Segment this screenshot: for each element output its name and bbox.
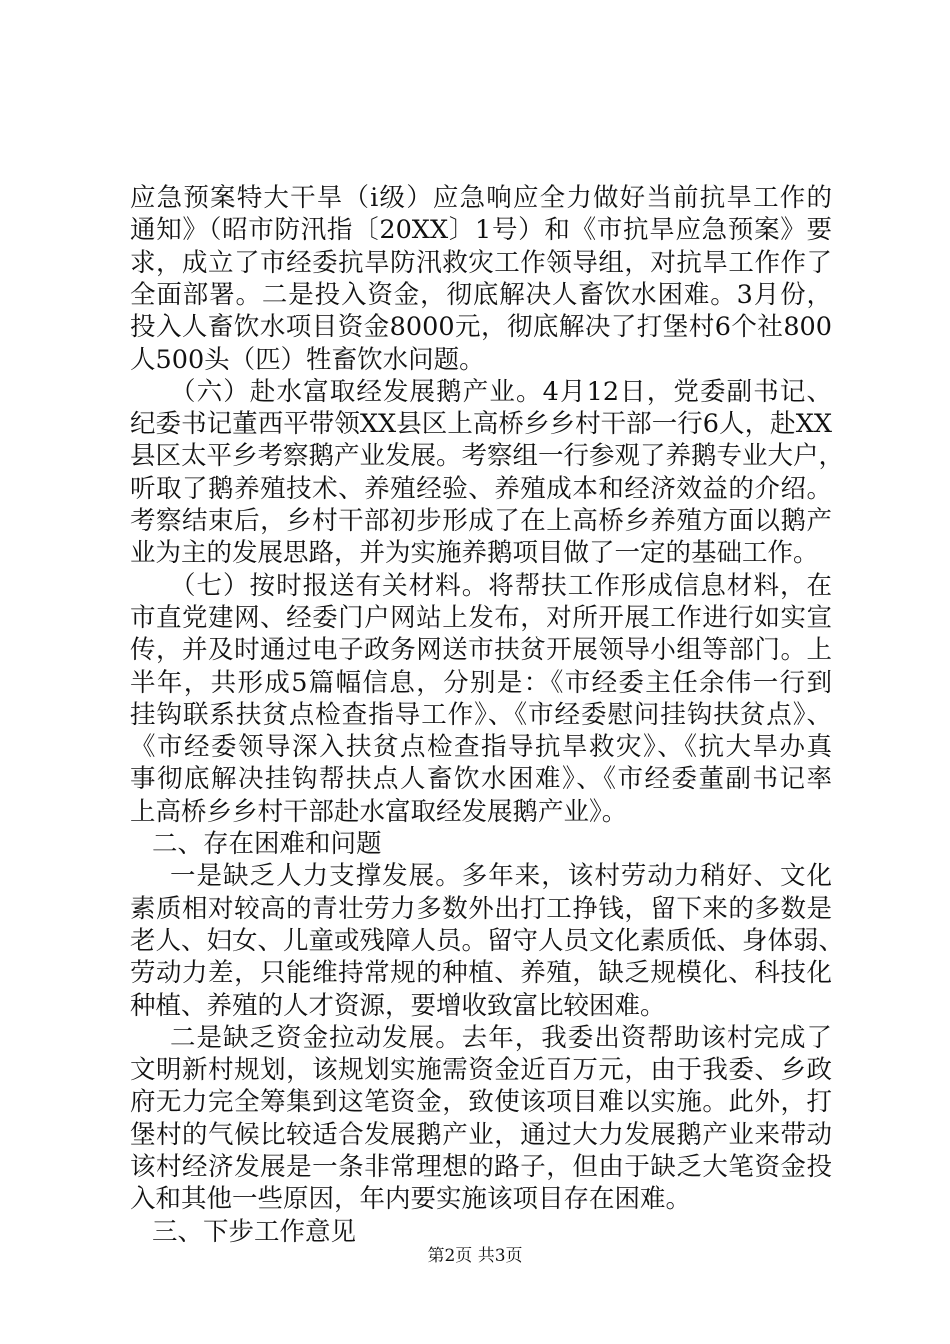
text-line: 文明新村规划，该规划实施需资金近百万元，由于我委、乡政	[130, 1055, 832, 1086]
text-line: 应急预案特大干旱（ⅰ级）应急响应全力做好当前抗旱工作的	[130, 183, 832, 213]
text-line: 挂钩联系扶贫点检查指导工作》、《市经委慰问挂钩扶贫点》、	[130, 699, 832, 730]
text-line: 种植、养殖的人才资源，要增收致富比较困难。	[130, 990, 666, 1021]
text-line: 人500头（匹）牲畜饮水问题。	[130, 344, 485, 375]
text-line: 听取了鹅养殖技术、养殖经验、养殖成本和经济效益的介绍。	[130, 473, 832, 504]
page-footer: 第2页 共3页	[427, 1246, 523, 1266]
text-line: 一是缺乏人力支撑发展。多年来，该村劳动力稍好、文化	[170, 861, 832, 892]
text-line: 半年，共形成5篇幅信息，分别是：《市经委主任余伟一行到	[130, 667, 832, 698]
text-line: （六）赴水富取经发展鹅产业。4月12日，党委副书记、	[170, 376, 832, 407]
text-line: 劳动力差，只能维持常规的种植、养殖，缺乏规模化、科技化	[130, 958, 832, 989]
text-line: 考察结束后，乡村干部初步形成了在上高桥乡养殖方面以鹅产	[130, 506, 832, 536]
text-line: 府无力完全筹集到这笔资金，致使该项目难以实施。此外，打	[130, 1087, 832, 1118]
text-line: 市直党建网、经委门户网站上发布，对所开展工作进行如实宣	[130, 602, 832, 633]
text-line: 二是缺乏资金拉动发展。去年，我委出资帮助该村完成了	[170, 1022, 832, 1053]
text-line: 求，成立了市经委抗旱防汛救灾工作领导组，对抗旱工作作了	[130, 247, 832, 278]
text-line: 投入人畜饮水项目资金8000元，彻底解决了打堡村6个社800	[130, 312, 832, 343]
text-line: （七）按时报送有关材料。将帮扶工作形成信息材料，在	[170, 570, 832, 601]
text-line: 全面部署。二是投入资金，彻底解决人畜饮水困难。3月份，	[130, 279, 832, 310]
text-line: 素质相对较高的青壮劳力多数外出打工挣钱，留下来的多数是	[130, 893, 832, 924]
text-line: 上高桥乡乡村干部赴水富取经发展鹅产业》。	[130, 796, 628, 827]
text-line: 三、下步工作意见	[152, 1216, 357, 1247]
text-line: 通知》（昭市防汛指〔20XX〕1号）和《市抗旱应急预案》要	[130, 215, 832, 246]
text-line: 堡村的气候比较适合发展鹅产业，通过大力发展鹅产业来带动	[130, 1119, 832, 1150]
text-line: 二、存在困难和问题	[152, 829, 382, 859]
text-line: 业为主的发展思路，并为实施养鹅项目做了一定的基础工作。	[130, 538, 819, 569]
text-line: 传，并及时通过电子政务网送市扶贫开展领导小组等部门。上	[130, 635, 832, 666]
text-line: 《市经委领导深入扶贫点检查指导抗旱救灾》、《抗大旱办真	[130, 732, 832, 763]
text-line: 该村经济发展是一条非常理想的路子，但由于缺乏大笔资金投	[130, 1152, 832, 1182]
text-line: 纪委书记董西平带领XX县区上高桥乡乡村干部一行6人，赴XX	[130, 409, 832, 440]
text-line: 入和其他一些原因，年内要实施该项目存在困难。	[130, 1184, 692, 1215]
text-line: 老人、妇女、儿童或残障人员。留守人员文化素质低、身体弱、	[130, 925, 845, 956]
text-line: 县区太平乡考察鹅产业发展。考察组一行参观了养鹅专业大户，	[130, 441, 845, 472]
text-line: 事彻底解决挂钩帮扶点人畜饮水困难》、《市经委董副书记率	[130, 764, 832, 795]
